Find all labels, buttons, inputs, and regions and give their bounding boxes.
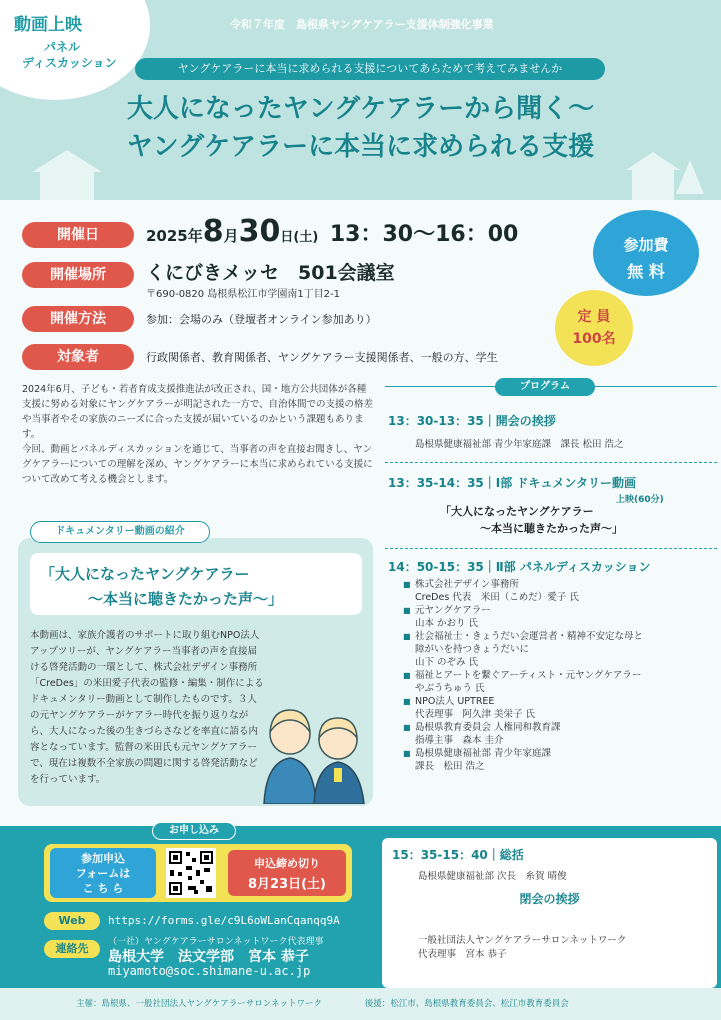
date-month: 8 [202,214,224,249]
program-time-2 [388,474,636,491]
contact-label: 連絡先 [44,940,100,958]
people-illustration [262,696,366,804]
deadline-date: 8月23日(土) [247,877,327,892]
panelist-item: 課長 松田 浩之 [415,761,485,772]
contact-name: 島根大学 法文学部 宮本 恭子 [108,949,309,965]
program-heading: プログラム [495,378,595,396]
footer-support: 後援：松江市、島根県教育委員会、松江市教育委員会 [364,999,569,1009]
panelist-item: やぶうちゅう 氏 [415,683,485,694]
contact-email[interactable]: miyamoto@soc.shimane-u.ac.jp [108,964,311,978]
panelist-item: 代表理事 阿久津 美栄子 氏 [415,709,536,720]
intro-paragraph-1: 2024年6月、子ども・若者育成支援推進法が改正され、国・地方公共団体が各種支援に努める対象にヤングケアラーが明記された一方で、自治体間での支援の格差や当事者やその家族のニーズに合った支援が届いているのかという課題もあります。 [22,384,374,440]
s2-note: 上映(60分) [616,495,664,505]
contact-org: （一社）ヤングケアラーサロンネットワーク代表理事 [108,937,324,947]
form-line2: フォームは [75,867,131,880]
s2-time: 13：35-14：35 [388,476,484,490]
person-left-body-icon [264,758,316,804]
divider-1 [385,462,717,463]
documentary-body: 本動画は、家族介護者のサポートに取り組むNPO法人アップツリーが、ヤングケアラー当事者の声を直接届ける啓発活動の一環として、株式会社デザイン事務所「CreDes」の米田愛子代表の監修・編集・制作によるドキュメンタリー動画として制作したものです。３人の元ヤングケアラーがケアラー時代を振り返りながら、大人になった後の生きづらさなどを率直に語る内容となっています。監督の米田氏も元ヤングケアラーで、現在は複数不全家族の問題に関する啓発活動などを行っています。 [30,630,264,785]
s2-title: ｜Ⅰ部 ドキュメンタリー動画 [483,476,636,490]
panelist-item: 指導主事 森本 圭介 [415,735,504,746]
s3-time: 14：50-15：35 [388,560,484,574]
apply-heading: お申し込み [152,822,236,840]
s1-person: 島根県健康福祉部 青少年家庭課 課長 松田 浩之 [415,439,624,450]
s2-film-line1: 「大人になったヤングケアラー [440,505,594,518]
s5-title: 閉会の挨拶 [519,892,580,906]
program-time-4 [392,846,524,863]
doc-title-line1: 「大人になったヤングケアラー [40,565,250,583]
method-label: 開催方法 [22,306,134,332]
form-button[interactable] [50,848,156,898]
s3-title: ｜Ⅱ部 パネルディスカッション [483,560,651,574]
qr-code-icon[interactable] [166,848,216,898]
panelist-item: ■ 元ヤングケアラー [403,604,713,617]
tie-icon [334,768,342,782]
deadline-box [228,850,346,896]
address: 〒690-0820 島根県松江市学園南1丁目2-1 [146,289,341,300]
badge-discussion: ディスカッション [22,56,117,70]
panelist-item: 障がいを持つきょうだいに [415,644,530,655]
panelist-item: 山下 のぞみ 氏 [415,657,479,668]
s4-title: ｜総括 [487,848,524,862]
doc-title-line2: 〜本当に聴きたかった声〜」 [88,590,284,608]
badge-panel: パネル [44,40,81,54]
s4-time: 15：35-15：40 [392,848,488,862]
subtitle-banner: ヤングケアラーに本当に求められる支援についてあらためて考えてみませんか [135,58,605,80]
s2-film-line2: 〜本当に聴きたかった声〜」 [480,522,623,535]
date-month-unit: 月 [223,227,239,245]
main-title-line1: 大人になったヤングケアラーから聞く〜 [126,94,595,124]
panelist-item: ■ 島根県健康福祉部 青少年家庭課 [403,747,713,760]
date-time: 13：30〜16：00 [329,222,519,247]
documentary-tag: ドキュメンタリー動画の紹介 [30,521,210,543]
form-line3: こ ち ら [82,882,124,895]
venue-label: 開催場所 [22,262,134,288]
deadline-label: 申込締め切り [254,857,320,870]
house-left-icon [40,168,94,200]
capacity-circle [555,290,633,366]
panelist-item: ■ 社会福祉士・きょうだい会運営者・精神不安定な母と [403,630,713,643]
web-url[interactable]: https://forms.gle/c9L6oWLanCqanqq9A [108,914,340,927]
project-name: 令和７年度 島根県ヤングケアラー支援体制強化事業 [230,18,494,31]
panelist-item: ■ 福祉とアートを繋ぐアーティスト・元ヤングケアラー [403,669,713,682]
divider-2 [385,548,717,549]
date-year: 2025年 [146,227,203,245]
capacity-value: 100名 [572,331,616,347]
fee-value: 無 料 [627,262,665,281]
program-time-3 [388,558,651,575]
s5-person-org: 一般社団法人ヤングケアラーサロンネットワーク [418,935,627,946]
panelist-item: CreDes 代表 米田（こめだ）愛子 氏 [415,592,579,603]
panelist-item: ■ 株式会社デザイン事務所 [403,578,713,591]
event-date [146,214,518,249]
s1-title: ｜開会の挨拶 [483,414,556,428]
target: 行政関係者、教育関係者、ヤングケアラー支援関係者、一般の方、学生 [146,351,498,364]
fee-circle [593,210,699,296]
date-day-unit: 日(土) [280,230,319,245]
target-label: 対象者 [22,344,134,370]
capacity-label: 定 員 [577,309,611,325]
tree-icon [676,160,704,194]
s5-person-name: 代表理事 宮本 恭子 [418,949,507,960]
intro-paragraph-2: 今回、動画とパネルディスカッションを通じて、当事者の声を直接お聞きし、ヤングケアラーについての理解を深め、ヤングケアラーに本当に求められている支援について改めて考える機会とします。 [22,444,373,485]
form-line1: 参加申込 [81,852,125,865]
web-label: Web [44,912,100,930]
venue: くにびきメッセ 501会議室 [146,262,395,284]
documentary-title-box [30,553,362,615]
house-right-icon [632,168,674,200]
footer [0,988,721,1020]
fee-label: 参加費 [623,236,669,254]
date-label: 開催日 [22,222,134,248]
panelist-item: ■ NPO法人 UPTREE [403,695,713,708]
s1-time: 13：30-13：35 [388,414,484,428]
panelist-item: ■ 島根県教育委員会 人権同和教育課 [403,721,713,734]
program-time-1 [388,412,556,429]
footer-host: 主催：島根県、一般社団法人ヤングケアラーサロンネットワーク [76,999,322,1009]
intro-text [22,382,374,487]
date-day: 30 [238,214,281,249]
panelist-list [403,578,713,773]
main-title-line2: ヤングケアラーに本当に求められる支援 [126,132,595,162]
badge-title: 動画上映 [14,15,82,35]
panelist-item: 山本 かおり 氏 [415,618,479,629]
s4-person: 島根県健康福祉部 次長 糸賀 晴俊 [418,871,567,882]
method: 参加：会場のみ（登壇者オンライン参加あり） [146,313,377,326]
